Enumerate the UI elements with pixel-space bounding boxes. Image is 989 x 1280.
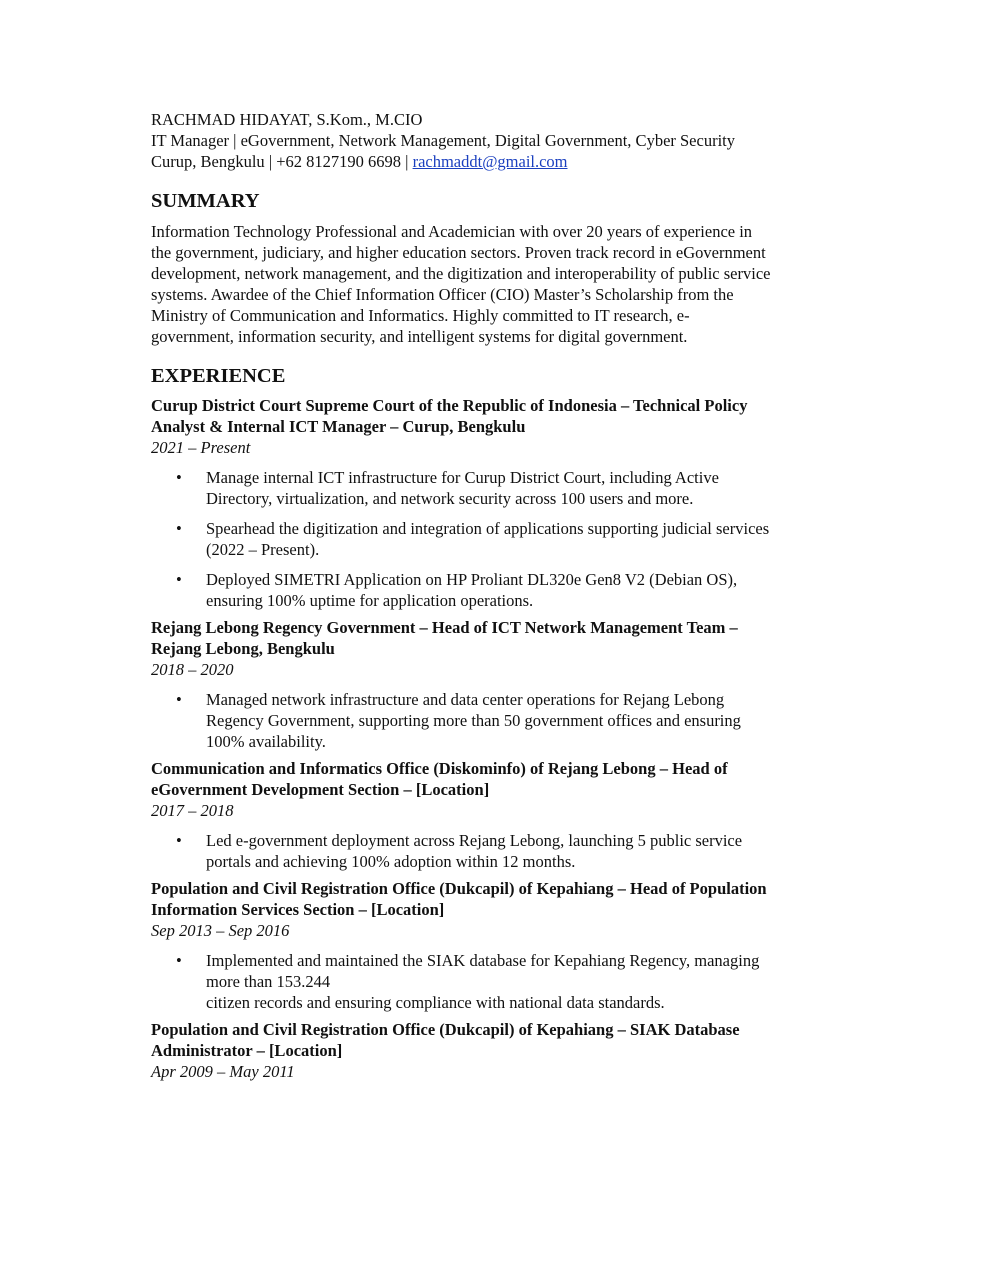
bullet-icon: •: [176, 831, 182, 850]
job-bullets: [151, 467, 851, 611]
bullet-line: Manage internal ICT infrastructure for Curup District Court, including Active: [206, 468, 719, 487]
bullet-line: portals and achieving 100% adoption within 12 months.: [206, 852, 576, 871]
bullet-icon: •: [176, 519, 182, 538]
job-title-line: Population and Civil Registration Office (Dukcapil) of Kepahiang – Head of Population: [151, 879, 767, 898]
job-title-line: Information Services Section – [Location]: [151, 900, 445, 919]
bullet-line: Spearhead the digitization and integration of applications supporting judicial services: [206, 519, 770, 538]
bullet-item: [151, 950, 851, 1013]
summary-line: development, network management, and the digitization and interoperability of public service: [151, 264, 771, 283]
job-title: [151, 395, 851, 437]
job-title-line: Analyst & Internal ICT Manager – Curup, Bengkulu: [151, 417, 526, 436]
contact-info: Curup, Bengkulu | +62 8127190 6698 |: [151, 152, 413, 171]
bullet-item: [151, 830, 851, 872]
job-title-line: Rejang Lebong Regency Government – Head of ICT Network Management Team –: [151, 618, 738, 637]
job-bullets: [151, 830, 851, 872]
bullet-item: [151, 689, 851, 752]
job-entry: [151, 758, 851, 872]
job-title-line: Population and Civil Registration Office (Dukcapil) of Kepahiang – SIAK Database: [151, 1020, 740, 1039]
bullet-line: Managed network infrastructure and data center operations for Rejang Lebong: [206, 690, 725, 709]
job-title-line: Rejang Lebong, Bengkulu: [151, 639, 335, 658]
bullet-line: Directory, virtualization, and network security across 100 users and more.: [206, 489, 694, 508]
contact-line: [151, 151, 851, 172]
bullet-line: Implemented and maintained the SIAK database for Kepahiang Regency, managing: [206, 951, 760, 970]
header: [151, 109, 851, 172]
job-title: [151, 617, 851, 659]
bullet-line: Deployed SIMETRI Application on HP Proliant DL320e Gen8 V2 (Debian OS),: [206, 570, 738, 589]
bullet-icon: •: [176, 951, 182, 970]
job-title-line: Curup District Court Supreme Court of the Republic of Indonesia – Technical Policy: [151, 396, 748, 415]
bullet-item: [151, 569, 851, 611]
bullet-item: [151, 467, 851, 509]
bullet-line: more than 153.244: [206, 972, 331, 991]
job-entry: [151, 878, 851, 1013]
bullet-line: Led e-government deployment across Rejang Lebong, launching 5 public service: [206, 831, 743, 850]
job-dates: 2017 – 2018: [151, 801, 234, 820]
summary-text: [151, 221, 851, 347]
tagline: IT Manager | eGovernment, Network Management, Digital Government, Cyber Security: [151, 131, 735, 150]
summary-line: the government, judiciary, and higher education sectors. Proven track record in eGovernment: [151, 243, 766, 262]
bullet-line: Regency Government, supporting more than 50 government offices and ensuring: [206, 711, 741, 730]
bullet-line: 100% availability.: [206, 732, 326, 751]
bullet-icon: •: [176, 690, 182, 709]
summary-line: Ministry of Communication and Informatics. Highly committed to IT research, e-: [151, 306, 690, 325]
job-title: [151, 758, 851, 800]
job-dates: 2018 – 2020: [151, 660, 234, 679]
bullet-icon: •: [176, 570, 182, 589]
bullet-line: (2022 – Present).: [206, 540, 320, 559]
experience-heading: EXPERIENCE: [151, 365, 286, 387]
job-title-line: eGovernment Development Section – [Location]: [151, 780, 490, 799]
bullet-icon: •: [176, 468, 182, 487]
bullet-line: citizen records and ensuring compliance with national data standards.: [206, 993, 665, 1012]
job-bullets: [151, 950, 851, 1013]
summary-line: government, information security, and intelligent systems for digital government.: [151, 327, 688, 346]
job-entry: [151, 395, 851, 611]
job-entry: [151, 617, 851, 752]
summary-heading: SUMMARY: [151, 190, 260, 212]
summary-line: systems. Awardee of the Chief Information Officer (CIO) Master’s Scholarship from the: [151, 285, 734, 304]
job-title: [151, 878, 851, 920]
job-title: [151, 1019, 851, 1061]
bullet-line: ensuring 100% uptime for application operations.: [206, 591, 534, 610]
bullet-item: [151, 518, 851, 560]
job-title-line: Communication and Informatics Office (Diskominfo) of Rejang Lebong – Head of: [151, 759, 728, 778]
job-title-line: Administrator – [Location]: [151, 1041, 343, 1060]
summary-line: Information Technology Professional and Academician with over 20 years of experience in: [151, 222, 753, 241]
email-link[interactable]: rachmaddt@gmail.com: [412, 152, 568, 171]
resume-content: [151, 109, 851, 1082]
job-dates: Sep 2013 – Sep 2016: [151, 921, 290, 940]
job-dates: 2021 – Present: [151, 438, 251, 457]
job-bullets: [151, 689, 851, 752]
job-dates: Apr 2009 – May 2011: [151, 1062, 295, 1081]
job-entry: [151, 1019, 851, 1082]
candidate-name: RACHMAD HIDAYAT, S.Kom., M.CIO: [151, 110, 423, 129]
